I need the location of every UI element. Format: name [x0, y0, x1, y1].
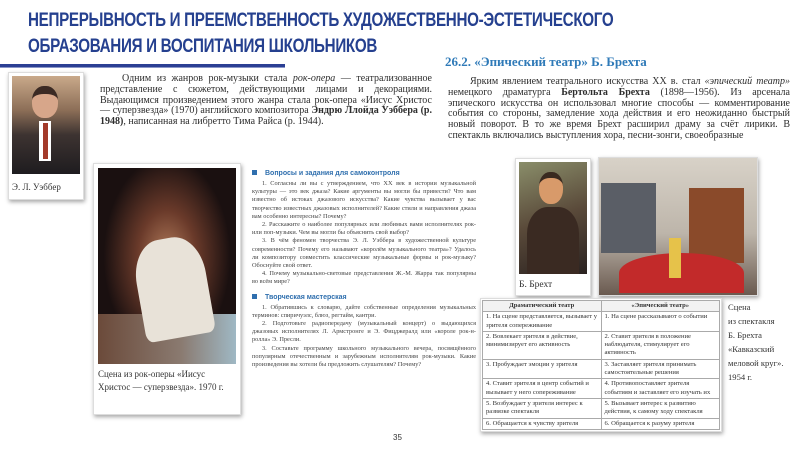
- caption-line: Сцена: [728, 302, 751, 312]
- table-cell: 4. Противопоставляет зрителя событиям и заставляет его изучать их: [601, 379, 720, 399]
- table-row: [483, 312, 720, 332]
- workshop-item: 1. Обратившись к словарю, дайте собственные определения музыкальных терминов: спиричуэлс, блюз, регтайм, кантри.: [252, 303, 476, 319]
- jesus-photo-frame: [93, 163, 241, 415]
- webber-photo: [12, 76, 80, 174]
- caption-line: меловой круг».: [728, 358, 784, 368]
- brecht-paragraph: [448, 77, 790, 142]
- questions-heading: Вопросы и задания для самоконтроля: [252, 170, 476, 177]
- stage-scene-picture: [598, 157, 758, 296]
- page-number: 35: [393, 433, 402, 442]
- table-cell: 1. На сцене рассказывают о событии: [601, 312, 720, 332]
- brecht-portrait: [519, 162, 587, 274]
- webber-photo-frame: [8, 72, 84, 200]
- workshop-item: 2. Подготовьте радиопередачу (музыкальный концерт) о выдающихся джазовых исполнителях Л. Армстронге и Э. Фицджералд или «короле рок-н-ролла» Э. Пресли.: [252, 320, 476, 344]
- table-row: [483, 331, 720, 359]
- text: (1898—1956). Из арсенала эпического искусства он использовал многие способы — комментирование события со стороны, замедление хода действия и его неожиданно быстрый новый поворот. В то же время Брехт расширил драму за счёт лирики. В спектакль включались выступления хора, песни-зонги, своеобразные: [448, 86, 790, 141]
- caption-line: 1954 г.: [728, 372, 753, 382]
- composer-name: Эндрю Ллойда Уэббера (р. 1948): [100, 105, 432, 128]
- table-cell: 6. Обращается к чувству зрителя: [483, 418, 602, 429]
- term: рок-опера: [292, 73, 336, 84]
- column-header: «Эпический театр»: [601, 301, 720, 312]
- table-cell: 5. Вызывает интерес к развитию действия, к самому ходу спектакля: [601, 398, 720, 418]
- rock-opera-paragraph: [100, 74, 432, 128]
- question-item: 3. В чём феномен творчества Э. Л. Уэббера в художественной культуре современности? Почему его называют «королём музыкального театра»? Удалось ли композитору совместить классические музыкальные формы и рок-музыку? Обоснуйте свой ответ.: [252, 237, 476, 270]
- term: «эпический театр»: [704, 76, 791, 87]
- table-cell: 4. Ставит зрителя в центр событий и вызывает у него сопереживание: [483, 379, 602, 399]
- caption-line: из спектакля: [728, 316, 775, 326]
- text: немецкого драматурга: [448, 86, 562, 98]
- title-underline: [0, 64, 285, 68]
- text: , написанная на либретто Тима Райса (р. 1944).: [123, 116, 324, 128]
- table-cell: 2. Ставит зрителя в положение наблюдателя, стимулирует его активность: [601, 331, 720, 359]
- playwright-name: Бертольта Брехта: [561, 86, 650, 98]
- text: Одним из жанров рок-музыки стала: [122, 73, 293, 84]
- table-cell: 1. На сцене представляется, вызывает у зрителя сопереживание: [483, 312, 602, 332]
- table-cell: 3. Заставляет зрителя принимать самостоятельные решения: [601, 359, 720, 379]
- question-item: 2. Расскажите о наиболее популярных или любимых вами исполнителях рок- или поп-музыки. Чем вы могли бы объяснить свой выбор?: [252, 221, 476, 237]
- table-row: [483, 359, 720, 379]
- jesus-scene-photo: [98, 168, 236, 364]
- webber-caption: Э. Л. Уэббер: [12, 182, 61, 192]
- table-row: [483, 398, 720, 418]
- jesus-caption: Сцена из рок-оперы «Иисус Христос — суперзвезда». 1970 г.: [98, 369, 224, 392]
- brecht-caption: Б. Брехт: [519, 280, 553, 290]
- slide-title-line-2: ОБРАЗОВАНИЯ И ВОСПИТАНИЯ ШКОЛЬНИКОВ: [28, 36, 378, 57]
- table-cell: 2. Вовлекает зрителя в действие, минимизирует его активность: [483, 331, 602, 359]
- brecht-portrait-frame: [515, 158, 591, 296]
- slide-title: [28, 8, 613, 60]
- column-header: Драматический театр: [483, 301, 602, 312]
- questions-section: [252, 166, 476, 369]
- workshop-heading: Творческая мастерская: [252, 294, 476, 301]
- text: Ярким явлением театрального искусства XX в. стал: [470, 76, 705, 87]
- table-cell: 6. Обращается к разуму зрителя: [601, 418, 720, 429]
- caption-line: «Кавказский: [728, 344, 775, 354]
- table-header-row: [483, 301, 720, 312]
- text: — театрализованное представление с сюжетом, действующими лицами и декорациями. Выдающимся произведением этого жанра стала рок-опера «Иисус Христос — суперзвезда» (1970) английского композитора: [100, 73, 433, 117]
- workshop-item: 3. Составьте программу школьного музыкального вечера, посвящённого популярным отечественным и зарубежным исполнителям рок-музыки. Какие произведения вы хотели бы предложить слушателям? Почему?: [252, 344, 476, 369]
- question-item: 4. Почему музыкально-световые представления Ж.-М. Жарра так популярны во всём мире?: [252, 270, 476, 286]
- table-cell: 5. Возбуждает у зрителя интерес к развязке спектакля: [483, 398, 602, 418]
- question-item: 1. Согласны ли вы с утверждением, что XX век в истории музыкальной культуры — это век джаза? Какие аргументы вы могли бы привести? Что вам известно об истоках джазового искусства? Какие чувства вызывает у вас творчество известных джазовых исполнителей? Какие стили и направления джаза вам особенно интересны? Почему?: [252, 180, 476, 220]
- table-cell: 3. Пробуждает эмоции у зрителя: [483, 359, 602, 379]
- table-row: [483, 418, 720, 429]
- caption-line: Б. Брехта: [728, 330, 762, 340]
- theatre-comparison-table: [480, 298, 722, 432]
- stage-caption: [728, 300, 798, 384]
- section-heading: 26.2. «Эпический театр» Б. Брехта: [445, 54, 647, 69]
- table-row: [483, 379, 720, 399]
- slide-title-line-1: НЕПРЕРЫВНОСТЬ И ПРЕЕМСТВЕННОСТЬ ХУДОЖЕСТВЕННО-ЭСТЕТИЧЕСКОГО: [28, 10, 614, 31]
